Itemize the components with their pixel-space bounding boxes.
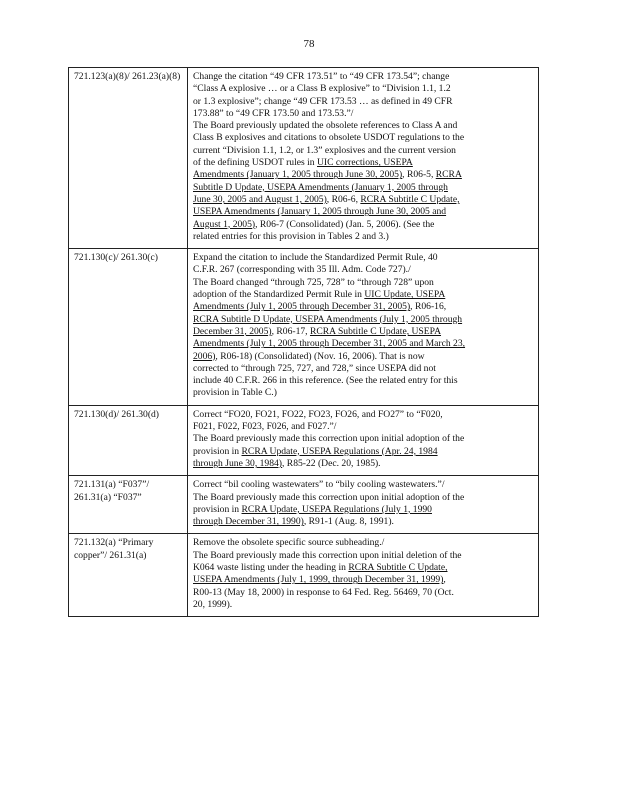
case-citation: UIC corrections, USEPA [317,157,413,169]
section-citation: 721.123(a)(8)/ 261.23(a)(8) [69,68,188,249]
description-text: , R06-17, [271,325,310,337]
case-citation: through December 31, 1990) [193,516,304,528]
page-number: 78 [303,38,315,50]
description-line [193,375,533,387]
description-text: The Board previously updated the obsolete references to Class A and [193,120,458,132]
description-text: Correct “FO20, FO21, FO22, FO23, FO26, and FO27” to “F020, [193,408,443,420]
description-line [193,145,533,157]
case-citation: RCRA Update, USEPA Regulations (Apr. 24, 1984 [241,445,438,457]
description-line [193,206,533,218]
description-text: related entries for this provision in Tables 2 and 3.) [193,230,389,242]
description-line [193,562,533,574]
correction-description [188,405,539,475]
description-text: , R85-22 (Dec. 20, 1985). [282,457,381,469]
description-line [193,338,533,350]
case-citation: June 30, 2005 and August 1, 2005) [193,193,327,205]
case-citation: RCRA Subtitle D Update, USEPA Amendments (July 1, 2005 through [193,313,463,325]
description-line [193,537,533,549]
correction-description [188,476,539,534]
description-text: 173.88” to “49 CFR 173.50 and 173.53.”/ [193,107,354,119]
section-citation: 721.131(a) “F037”/ 261.31(a) “F037” [69,476,188,534]
section-citation: 721.132(a) “Primary copper”/ 261.31(a) [69,534,188,617]
section-citation: 721.130(d)/ 261.30(d) [69,405,188,475]
table-row [69,405,539,475]
case-citation: UIC Update, USEPA [364,289,446,301]
description-line [193,492,533,504]
case-citation: Subtitle D Update, USEPA Amendments (January 1, 2005 through [193,181,448,193]
case-citation: USEPA Amendments (January 1, 2005 through June 30, 2005 and [193,206,447,218]
description-line [193,433,533,445]
description-text: corrected to “through 725, 727, and 728,” since USEPA did not [193,362,436,374]
description-text: include 40 C.F.R. 266 in this reference. (See the related entry for this [193,375,458,387]
description-line [193,96,533,108]
correction-description [188,249,539,406]
description-text: , R91-1 (Aug. 8, 1991). [303,516,394,528]
description-line [193,326,533,338]
case-citation: Amendments (January 1, 2005 through June 30, 2005) [193,169,403,181]
description-text: “Class A explosive … or a Class B explosive” to “Division 1.1, 1.2 [193,83,451,95]
table-body [69,68,539,617]
case-citation: RCRA Update, USEPA Regulations (July 1, 1990 [241,503,432,515]
correction-description [188,534,539,617]
description-text: provision in [193,503,242,515]
table-row [69,476,539,534]
description-line [193,421,533,433]
description-text: or 1.3 explosive”; change “49 CFR 173.53 … as defined in 49 CFR [193,95,453,107]
case-citation: August 1, 2005) [193,218,256,230]
description-line [193,169,533,181]
description-text: , [443,574,446,586]
description-line [193,231,533,243]
description-text: provision in Table C.) [193,387,277,399]
description-line [193,351,533,363]
description-line [193,194,533,206]
case-citation: Amendments (July 1, 2005 through December 31, 2005) [193,301,411,313]
case-citation: RCRA Subtitle C Update, [360,193,460,205]
table-row [69,534,539,617]
description-text: K064 waste listing under the heading in [193,561,349,573]
description-line [193,479,533,491]
description-line [193,108,533,120]
description-line [193,83,533,95]
description-line [193,277,533,289]
description-line [193,387,533,399]
description-line [193,363,533,375]
description-text: Correct “bil cooling wastewaters” to “bily cooling wastewaters.”/ [193,479,445,491]
description-text: current “Division 1.1, 1.2, or 1.3” explosives and the current version [193,144,456,156]
description-text: adoption of the Standardized Permit Rule in [193,289,365,301]
description-text: The Board changed “through 725, 728” to “through 728” upon [193,276,434,288]
description-line [193,71,533,83]
case-citation: through June 30, 1984) [193,457,282,469]
description-text: , R06-18) (Consolidated) (Nov. 16, 2006). That is now [215,350,425,362]
description-line [193,574,533,586]
description-line [193,550,533,562]
description-line [193,458,533,470]
description-line [193,587,533,599]
case-citation: 2006) [193,350,216,362]
description-text: The Board previously made this correction upon initial adoption of the [193,433,465,445]
case-citation: December 31, 2005) [193,325,272,337]
description-line [193,252,533,264]
description-line [193,599,533,611]
description-text: , R06-7 (Consolidated) (Jan. 5, 2006). (See the [255,218,435,230]
citation-corrections-table [68,67,539,617]
description-line [193,314,533,326]
description-line [193,157,533,169]
description-line [193,301,533,313]
description-text: Change the citation “49 CFR 173.51” to “49 CFR 173.54”; change [193,71,450,82]
description-line [193,264,533,276]
description-text: C.F.R. 267 (corresponding with 35 Ill. Adm. Code 727)./ [193,264,411,276]
description-text: , R06-16, [410,301,447,313]
description-line [193,516,533,528]
table-row [69,249,539,406]
description-line [193,120,533,132]
description-text: of the defining USDOT rules in [193,157,317,169]
case-citation: RCRA Subtitle C Update, USEPA [309,325,442,337]
table-row [69,68,539,249]
description-line [193,132,533,144]
description-text: The Board previously made this correction upon initial adoption of the [193,491,465,503]
case-citation: Amendments (July 1, 2005 through December 31, 2005 and March 23, [193,338,466,350]
description-text: F021, F022, F023, F026, and F027.”/ [193,421,337,433]
correction-description [188,68,539,249]
case-citation: RCRA [435,169,462,181]
description-line [193,446,533,458]
description-line [193,289,533,301]
description-text: provision in [193,445,242,457]
case-citation: USEPA Amendments (July 1, 1999, through December 31, 1999) [193,574,444,586]
description-text: , R06-6, [326,193,361,205]
case-citation: RCRA Subtitle C Update, [348,561,448,573]
description-line [193,409,533,421]
description-text: 20, 1999). [193,598,233,610]
section-citation: 721.130(c)/ 261.30(c) [69,249,188,406]
description-text: Expand the citation to include the Standardized Permit Rule, 40 [193,252,438,264]
description-line [193,219,533,231]
description-text: Remove the obsolete specific source subheading./ [193,537,385,549]
description-text: Class B explosives and citations to obsolete USDOT regulations to the [193,132,465,144]
description-text: R00-13 (May 18, 2000) in response to 64 Fed. Reg. 56469, 70 (Oct. [193,586,454,598]
description-text: , R06-5, [402,169,436,181]
description-line [193,504,533,516]
description-line [193,182,533,194]
description-text: The Board previously made this correction upon initial deletion of the [193,549,462,561]
